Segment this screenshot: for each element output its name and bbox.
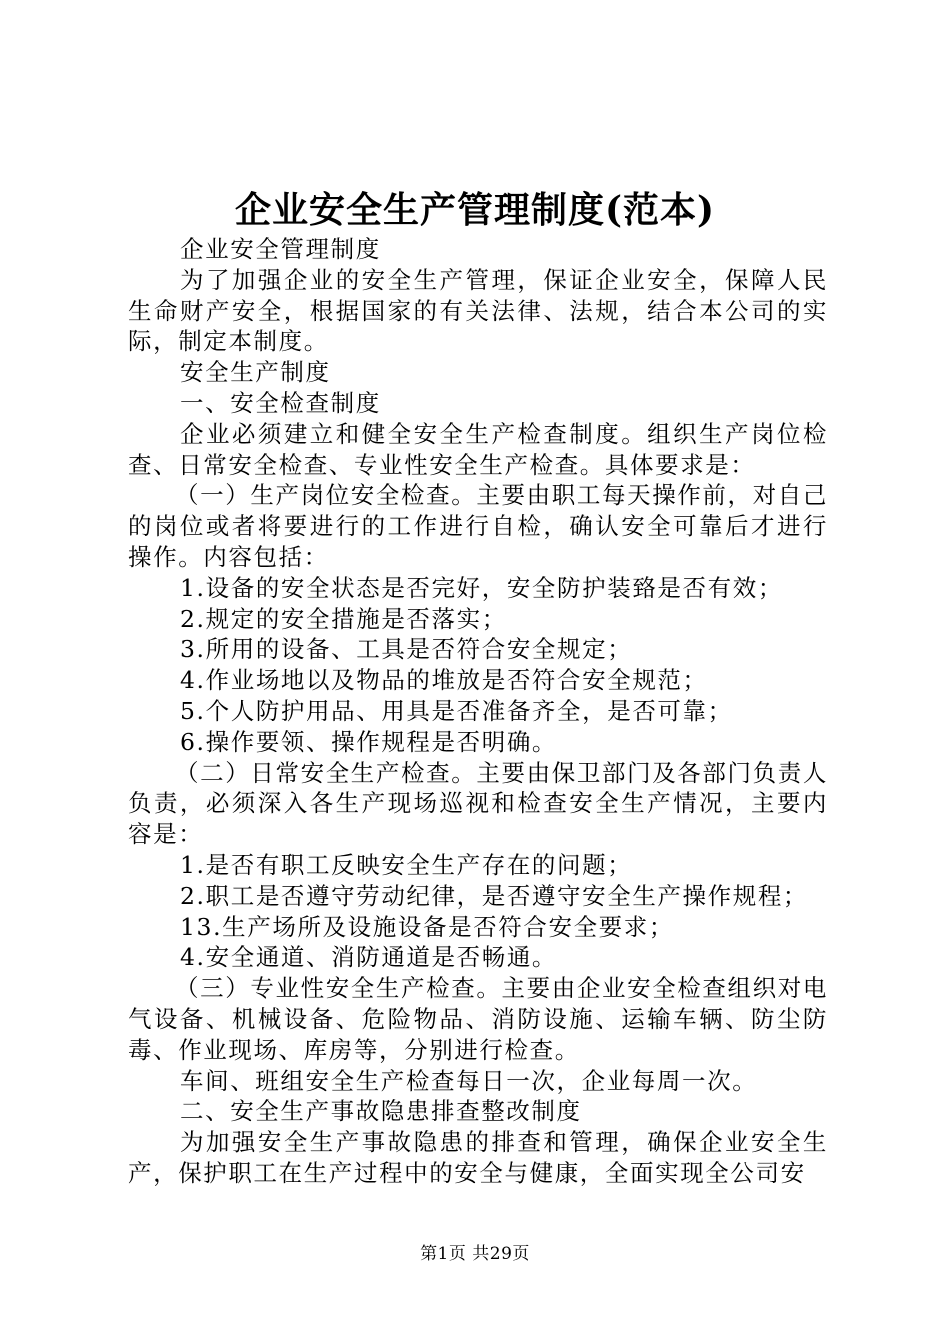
list-item: 13.生产场所及设施设备是否符合安全要求； bbox=[180, 912, 674, 941]
document-title: 企业安全生产管理制度(范本) bbox=[234, 189, 716, 231]
list-item: 2.职工是否遵守劳动纪律，是否遵守安全生产操作规程； bbox=[180, 881, 809, 910]
section-heading: 二、安全生产事故隐患排查整改制度 bbox=[180, 1097, 582, 1126]
list-item: 2.规定的安全措施是否落实； bbox=[180, 604, 507, 633]
page-footer: 第1页 共29页 bbox=[420, 1244, 530, 1264]
paragraph: 企业必须建立和健全安全生产检查制度。组织生产岗位检查、日常安全检查、专业性安全生产检查。具体要求是： bbox=[128, 419, 828, 479]
subsection-paragraph: （二）日常安全生产检查。主要由保卫部门及各部门负责人负责，必须深入各生产现场巡视和检查安全生产情况，主要内容是： bbox=[128, 758, 828, 849]
paragraph: 车间、班组安全生产检查每日一次，企业每周一次。 bbox=[180, 1066, 758, 1095]
paragraph: 为了加强企业的安全生产管理，保证企业安全，保障人民生命财产安全，根据国家的有关法律、法规，结合本公司的实际，制定本制度。 bbox=[128, 265, 828, 356]
document-body bbox=[128, 234, 828, 1189]
list-item: 4.安全通道、消防通道是否畅通。 bbox=[180, 943, 558, 972]
section-heading: 一、安全检查制度 bbox=[180, 388, 381, 417]
list-item: 1.是否有职工反映安全生产存在的问题； bbox=[180, 850, 633, 879]
list-item: 5.个人防护用品、用具是否准备齐全，是否可靠； bbox=[180, 696, 733, 725]
list-item: 3.所用的设备、工具是否符合安全规定； bbox=[180, 635, 633, 664]
list-item: 6.操作要领、操作规程是否明确。 bbox=[180, 727, 558, 756]
section-heading: 企业安全管理制度 bbox=[180, 235, 381, 263]
section-heading: 安全生产制度 bbox=[180, 358, 331, 387]
paragraph: 为加强安全生产事故隐患的排查和管理，确保企业安全生产，保护职工在生产过程中的安全与健康，全面实现全公司安 bbox=[128, 1128, 828, 1187]
list-item: 4.作业场地以及物品的堆放是否符合安全规范； bbox=[180, 666, 708, 695]
subsection-paragraph: （一）生产岗位安全检查。主要由职工每天操作前，对自己的岗位或者将要进行的工作进行自检，确认安全可靠后才进行操作。内容包括： bbox=[128, 481, 828, 571]
subsection-paragraph: （三）专业性安全生产检查。主要由企业安全检查组织对电气设备、机械设备、危险物品、消防设施、运输车辆、防尘防毒、作业现场、库房等，分别进行检查。 bbox=[128, 974, 828, 1064]
list-item: 1.设备的安全状态是否完好，安全防护装臵是否有效； bbox=[180, 573, 783, 602]
